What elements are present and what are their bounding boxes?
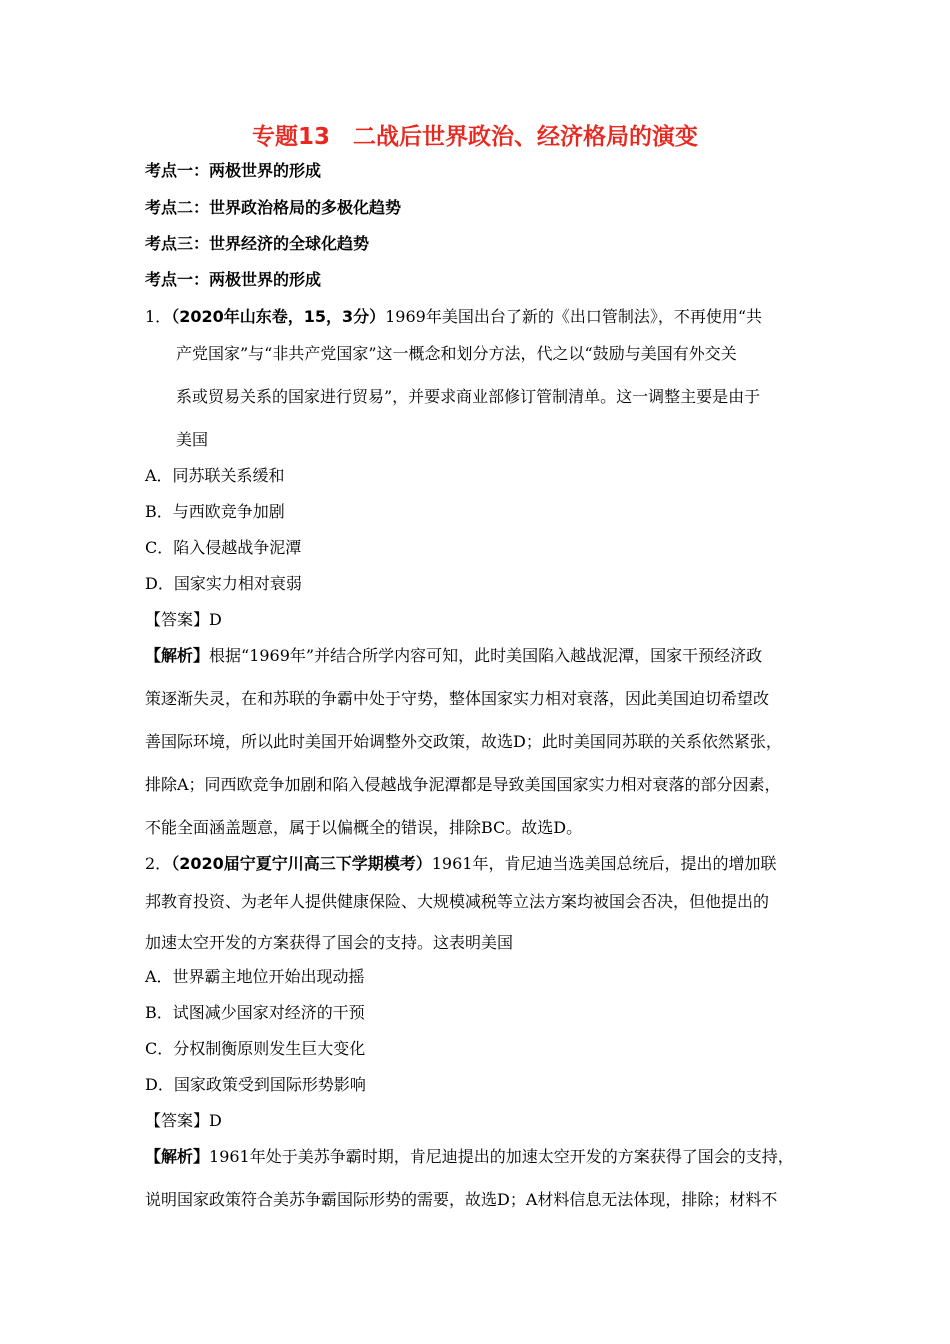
question-source: （2020届宁夏宁川高三下学期模考） — [171, 854, 432, 873]
question-text-line: 邦教育投资、为老年人提供健康保险、大规模减税等立法方案均被国会否决，但他提出的 — [145, 892, 770, 911]
question-number: 1． — [145, 307, 172, 326]
kaodian-3: 考点三：世界经济的全球化趋势 — [145, 234, 370, 253]
option-a: A．同苏联关系缓和 — [145, 466, 285, 485]
analysis-label: 【解析】 — [145, 646, 210, 665]
option-d: D．国家政策受到国际形势影响 — [145, 1075, 366, 1094]
analysis-line: 说明国家政策符合美苏争霸国际形势的需要，故选D；A材料信息无法体现，排除；材料不 — [145, 1190, 778, 1209]
analysis-line: 排除A；同西欧竞争加剧和陷入侵越战争泥潭都是导致美国国家实力相对衰落的部分因素， — [145, 775, 781, 794]
analysis-line: 策逐渐失灵，在和苏联的争霸中处于守势，整体国家实力相对衰落，因此美国迫切希望改 — [145, 689, 770, 708]
analysis-line: 善国际环境，所以此时美国开始调整外交政策，故选D；此时美国同苏联的关系依然紧张， — [145, 732, 782, 751]
answer — [145, 609, 222, 631]
answer-label: 【答案】 — [145, 1111, 210, 1130]
question-text-line: 1961年，肯尼迪当选美国总统后，提出的增加联 — [431, 854, 777, 873]
option-b: B．试图减少国家对经济的干预 — [145, 1003, 365, 1022]
answer — [145, 1110, 222, 1132]
answer-label: 【答案】 — [145, 610, 210, 629]
question-2 — [145, 853, 776, 875]
question-text-line: 系或贸易关系的国家进行贸易”，并要求商业部修订管制清单。这一调整主要是由于 — [176, 387, 761, 406]
question-text-line: 加速太空开发的方案获得了国会的支持。这表明美国 — [145, 933, 514, 952]
analysis-line: 根据“1969年”并结合所学内容可知，此时美国陷入越战泥潭，国家干预经济政 — [209, 646, 763, 665]
question-text-line: 产党国家”与“非共产党国家”这一概念和划分方法，代之以“鼓励与美国有外交关 — [176, 344, 737, 363]
analysis-line: 不能全面涵盖题意，属于以偏概全的错误，排除BC。故选D。 — [145, 818, 583, 837]
option-c: C．分权制衡原则发生巨大变化 — [145, 1039, 366, 1058]
question-number: 2． — [145, 854, 172, 873]
question-text-line: 1969年美国出台了新的《出口管制法》，不再使用“共 — [385, 307, 763, 326]
analysis — [145, 1146, 794, 1168]
question-1 — [145, 306, 762, 328]
option-a: A．世界霸主地位开始出现动摇 — [145, 967, 365, 986]
analysis-label: 【解析】 — [145, 1147, 210, 1166]
analysis — [145, 645, 762, 667]
option-c: C．陷入侵越战争泥潭 — [145, 538, 302, 557]
answer-value: D — [209, 1111, 222, 1130]
analysis-line: 1961年处于美苏争霸时期，肯尼迪提出的加速太空开发的方案获得了国会的支持， — [209, 1147, 794, 1166]
question-text-line: 美国 — [176, 430, 209, 449]
option-b: B．与西欧竞争加剧 — [145, 502, 285, 521]
option-d: D．国家实力相对衰弱 — [145, 574, 302, 593]
kaodian-1: 考点一：两极世界的形成 — [145, 161, 322, 180]
kaodian-2: 考点二：世界政治格局的多极化趋势 — [145, 198, 402, 217]
page-title: 专题13 二战后世界政治、经济格局的演变 — [251, 124, 698, 150]
section-heading: 考点一：两极世界的形成 — [145, 270, 322, 289]
answer-value: D — [209, 610, 222, 629]
question-source: （2020年山东卷，15，3分） — [171, 307, 386, 326]
